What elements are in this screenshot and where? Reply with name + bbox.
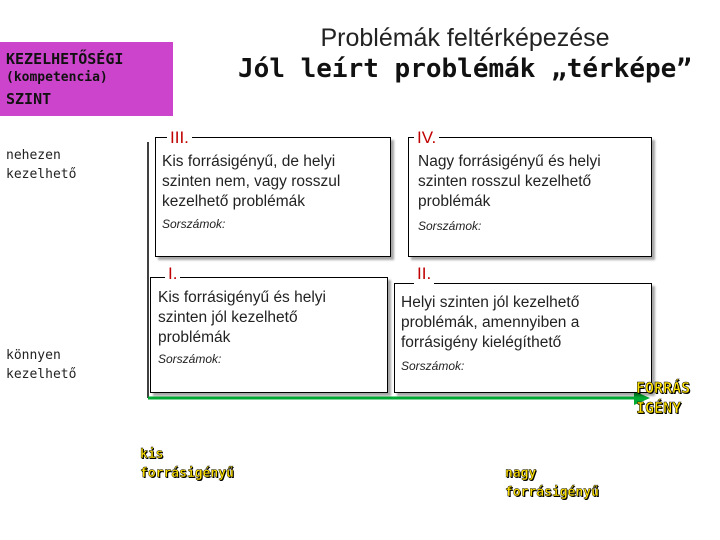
quadrant-iv-number: IV. bbox=[414, 128, 439, 148]
quadrant-ii-line3: forrásigény kielégíthető bbox=[401, 334, 562, 351]
x-axis-label-line2: IGÉNY bbox=[636, 399, 682, 417]
y-level-high-line2: kezelhető bbox=[6, 167, 77, 182]
quadrant-i-line2: szinten jól kezelhető bbox=[158, 309, 298, 326]
quadrant-i-number: I. bbox=[165, 264, 180, 284]
quadrant-iii-number: III. bbox=[167, 128, 192, 148]
y-level-low-line1: könnyen bbox=[6, 348, 61, 363]
quadrant-iii-text bbox=[162, 152, 340, 212]
quadrant-iv-line2: szinten rosszul kezelhető bbox=[418, 173, 592, 190]
quadrant-iii-line1: Kis forrásigényű, de helyi bbox=[162, 153, 336, 170]
y-axis-label-line2: (kompetencia) bbox=[6, 70, 108, 85]
x-level-low bbox=[140, 445, 234, 483]
quadrant-i-text bbox=[158, 288, 326, 348]
quadrant-iv-line1: Nagy forrásigényű és helyi bbox=[418, 153, 601, 170]
y-level-low-line2: kezelhető bbox=[6, 367, 77, 382]
quadrant-i-line1: Kis forrásigényű és helyi bbox=[158, 289, 326, 306]
quadrant-i-sort-label: Sorszámok: bbox=[158, 352, 222, 366]
x-level-low-line2: forrásigényű bbox=[140, 466, 234, 481]
x-axis-label bbox=[636, 378, 690, 418]
x-level-high-line1: nagy bbox=[505, 466, 537, 481]
diagram-subtitle: Problémák feltérképezése bbox=[320, 24, 610, 52]
x-level-high-line2: forrásigényű bbox=[505, 485, 599, 500]
quadrant-ii-line2: problémák, amennyiben a bbox=[401, 314, 580, 331]
x-level-low-line1: kis bbox=[140, 447, 164, 462]
quadrant-iv-text bbox=[418, 152, 601, 212]
x-axis-label-line1: FORRÁS bbox=[636, 379, 691, 397]
diagram-title: Jól leírt problémák „térképe” bbox=[238, 54, 692, 84]
quadrant-i-line3: problémák bbox=[158, 329, 231, 346]
quadrant-iv-sort-label: Sorszámok: bbox=[418, 219, 482, 233]
quadrant-iii-line3: kezelhető problémák bbox=[162, 193, 306, 210]
y-axis-label-line1: KEZELHETŐSÉGI bbox=[6, 50, 124, 68]
quadrant-iii-line2: szinten nem, vagy rosszul bbox=[162, 173, 341, 190]
quadrant-ii-number: II. bbox=[414, 264, 434, 284]
quadrant-iv-line3: problémák bbox=[418, 193, 491, 210]
quadrant-ii-sort-label: Sorszámok: bbox=[401, 359, 465, 373]
quadrant-iii-sort-label: Sorszámok: bbox=[162, 217, 226, 231]
quadrant-ii-line1: Helyi szinten jól kezelhető bbox=[401, 294, 580, 311]
x-level-high bbox=[505, 464, 599, 502]
y-axis-label-line3: SZINT bbox=[6, 90, 52, 108]
y-level-high-line1: nehezen bbox=[6, 148, 61, 163]
quadrant-ii-text bbox=[401, 293, 579, 353]
